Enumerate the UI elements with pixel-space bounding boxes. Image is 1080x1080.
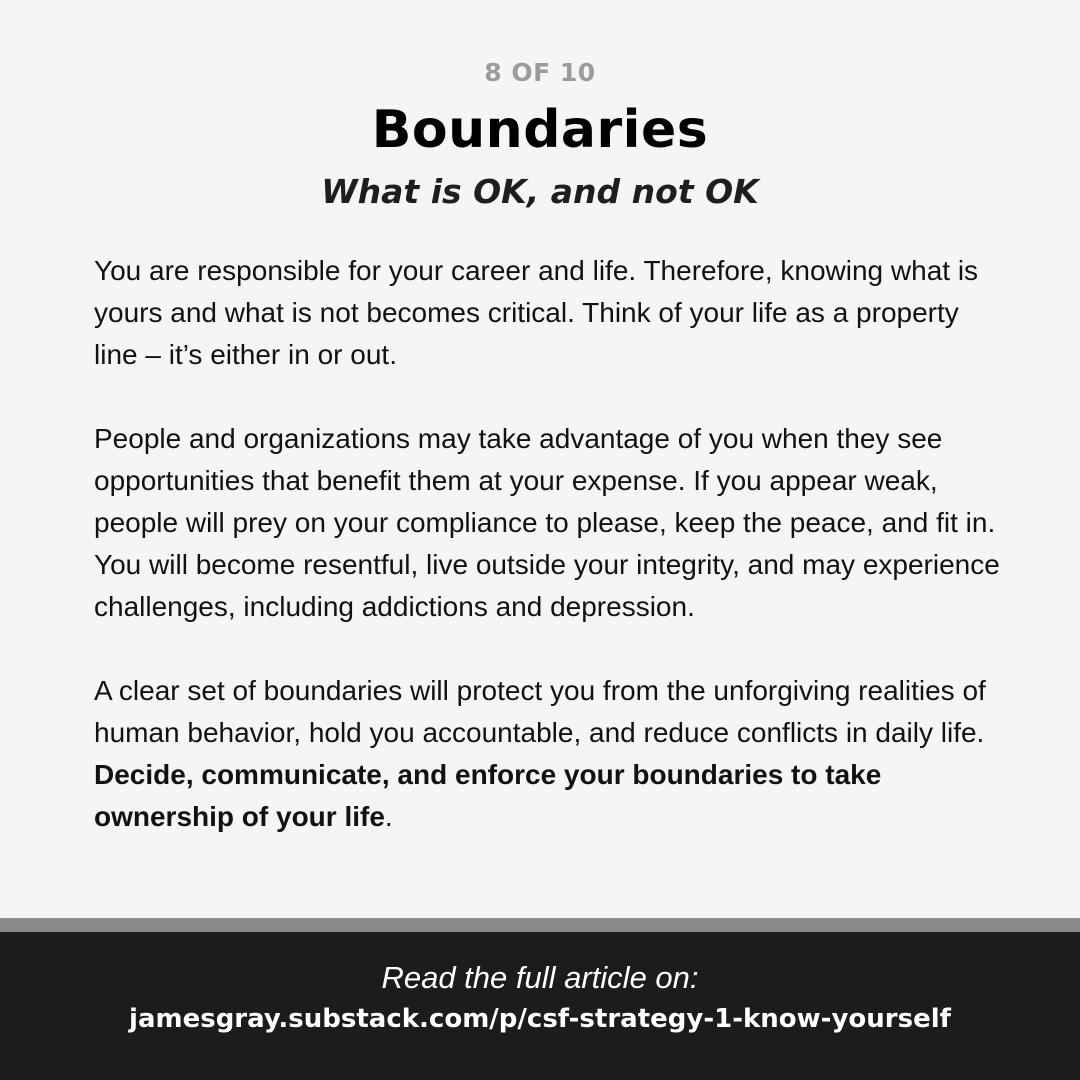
emphasis-text: Decide, communicate, and enforce your boundaries to take ownership of your life: [94, 759, 882, 832]
page-title: Boundaries: [371, 100, 709, 160]
slide-counter: 8 OF 10: [484, 58, 596, 87]
article-url: jamesgray.substack.com/p/csf-strategy-1-know-yourself: [129, 1004, 951, 1034]
footer: [0, 932, 1080, 1080]
page-subtitle: What is OK, and not OK: [321, 172, 759, 211]
paragraph-text: .: [384, 801, 393, 832]
paragraph-text: A clear set of boundaries will protect you from the unforgiving realities of human behavior, hold you accountable, and reduce conflicts in daily life.: [94, 675, 986, 748]
paragraph: People and organizations may take advantage of you when they see opportunities that benefit them at your expense. If you appear weak, people will prey on your compliance to please, keep the peace, and fit in. You will become resentful, live outside your integrity, and may experience challenges, including addictions and depression.: [94, 423, 1000, 622]
paragraph: [94, 670, 1004, 838]
body-text: [94, 250, 1004, 838]
paragraph: You are responsible for your career and life. Therefore, knowing what is yours and what is not becomes critical. Think of your life as a property line – it’s either in or out.: [94, 255, 979, 370]
footer-caption: Read the full article on:: [381, 960, 699, 995]
footer-divider: [0, 918, 1080, 932]
